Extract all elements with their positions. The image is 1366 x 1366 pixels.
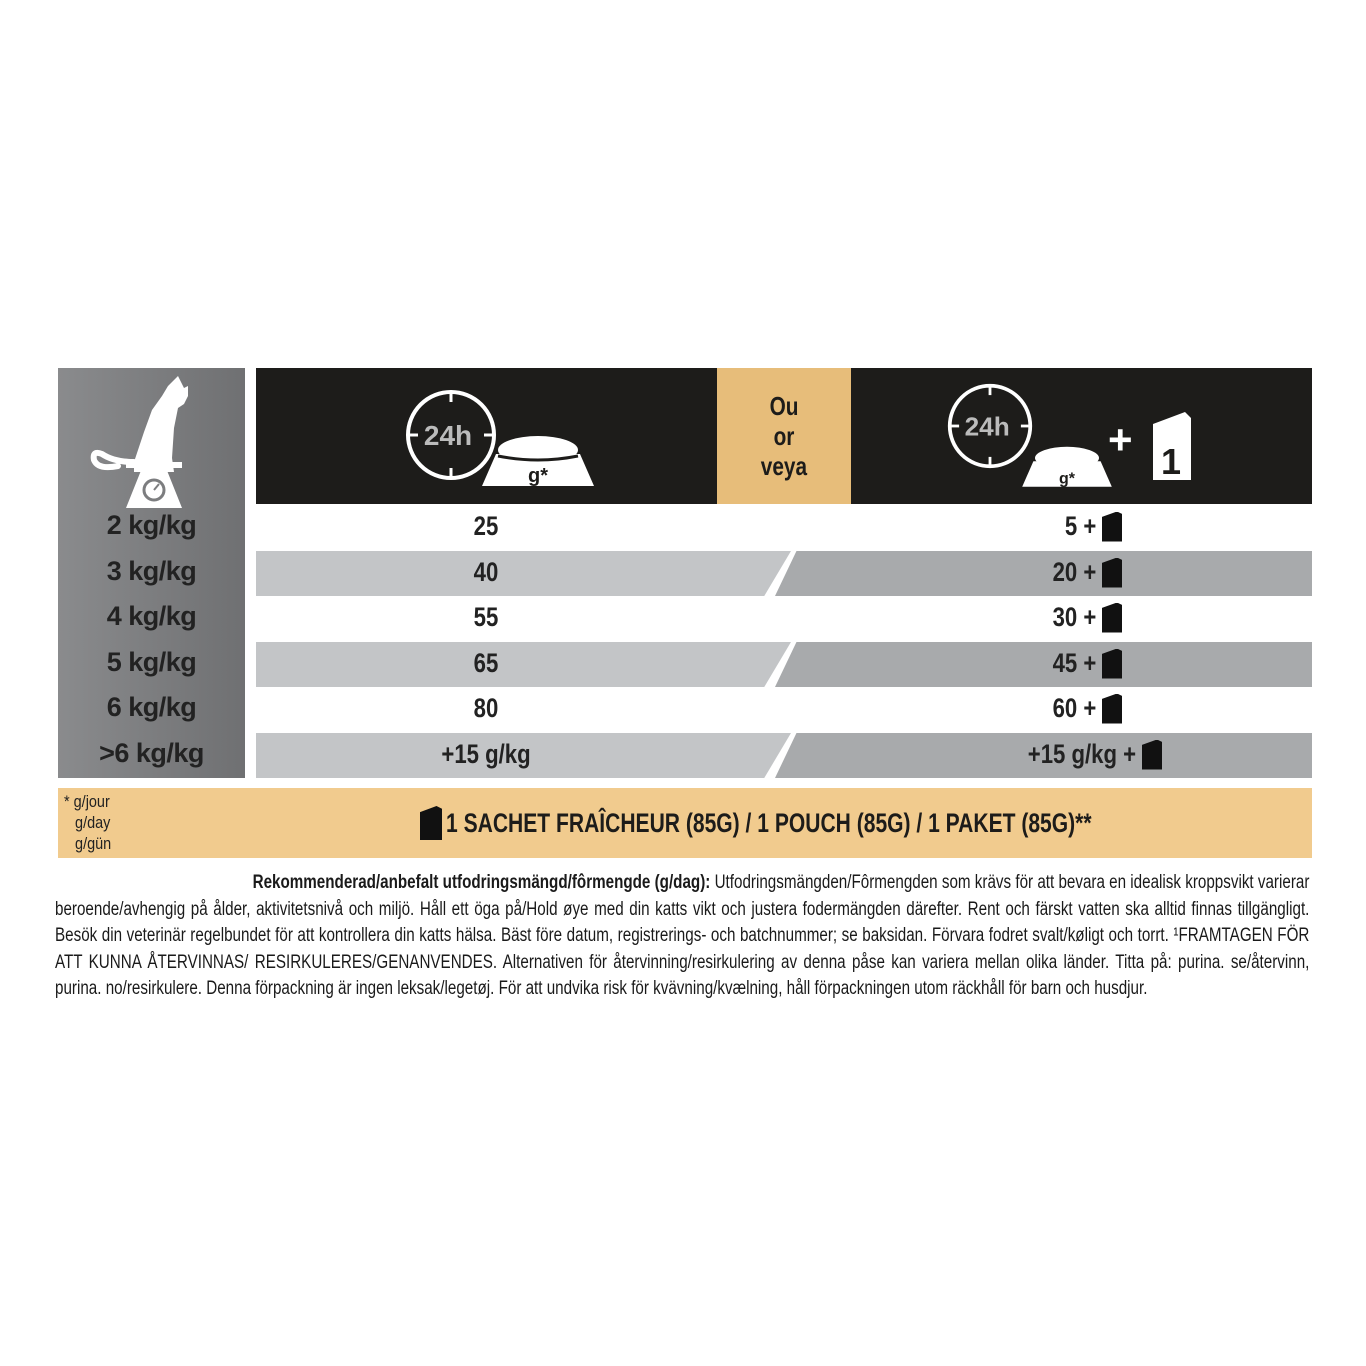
pouch-icon bbox=[1142, 740, 1162, 770]
or-fr: Ou bbox=[769, 391, 799, 421]
dry-amount: 80 bbox=[473, 693, 499, 723]
pouch-icon bbox=[1151, 410, 1195, 482]
mixed-amount: 60 + bbox=[1043, 693, 1122, 724]
table-row bbox=[256, 687, 1312, 732]
weight-label: >6 kg/kg bbox=[99, 738, 204, 768]
instructions-heading: Rekommenderad/anbefalt utfodringsmängd/fôrmengde (g/dag): bbox=[252, 872, 711, 893]
table-row bbox=[256, 642, 1312, 687]
pouch-icon bbox=[1102, 694, 1122, 724]
or-label bbox=[717, 368, 851, 504]
feeding-instructions bbox=[55, 870, 1309, 1003]
food-bowl-icon bbox=[1018, 442, 1116, 490]
weight-label: 3 kg/kg bbox=[106, 556, 197, 586]
dry-amount: 25 bbox=[473, 511, 499, 541]
pouch-info-band bbox=[58, 788, 1312, 858]
svg-text:g*: g* bbox=[528, 465, 548, 487]
table-row bbox=[256, 596, 1312, 641]
dry-amount: 55 bbox=[473, 602, 499, 632]
plus-sign: + bbox=[1108, 416, 1133, 463]
weight-label: 6 kg/kg bbox=[106, 692, 197, 722]
unit-tr: g/gün bbox=[75, 834, 112, 853]
svg-text:24h: 24h bbox=[964, 411, 1010, 442]
mixed-amount: 20 + bbox=[1043, 557, 1122, 588]
unit-fr: * g/jour bbox=[64, 792, 110, 811]
mixed-amount: 30 + bbox=[1043, 602, 1122, 633]
or-tr: veya bbox=[760, 451, 808, 481]
weight-label: 5 kg/kg bbox=[106, 647, 197, 677]
weight-label: 2 kg/kg bbox=[106, 510, 197, 540]
or-en: or bbox=[773, 421, 795, 451]
table-row bbox=[256, 551, 1312, 596]
svg-text:24h: 24h bbox=[423, 420, 473, 451]
dry-amount: 65 bbox=[473, 648, 499, 678]
svg-text:1: 1 bbox=[1160, 441, 1182, 482]
pouch-icon bbox=[1102, 603, 1122, 633]
dry-amount: 40 bbox=[473, 557, 499, 587]
pouch-icon bbox=[1102, 558, 1122, 588]
weight-label: 4 kg/kg bbox=[106, 601, 197, 631]
pouch-text: 1 SACHET FRAÎCHEUR (85G) / 1 POUCH (85G) / 1 PAKET (85G)** bbox=[420, 806, 1274, 840]
pouch-icon bbox=[1102, 512, 1122, 542]
cat-weight-column bbox=[58, 368, 245, 778]
mixed-amount: +15 g/kg + bbox=[1004, 739, 1162, 770]
food-bowl-icon bbox=[482, 430, 594, 490]
cat-on-scale-icon bbox=[86, 372, 216, 508]
dry-amount: +15 g/kg bbox=[441, 739, 531, 769]
instructions-body: Utfodringsmängden/Fôrmengden som krävs för att bevara en idealisk kroppsvikt varierar beroende/avhengig på ålder, aktivitetsnivå och miljö. Håll ett öga på/Hold øye med din katts vikt och justera fodermängden därefter. Rent och färskt vatten ska alltid finnas tillgängligt. Besök din veterinär regelbundet för att kontrollera din katts hälsa. Bäst före datum, registrerings- och batchnummer; se baksidan. Förvara fodret svalt/køligt och torrt. ¹FRAMTAGEN FÖR ATT KUNNA ÅTERVINNAS/ RESIRKULERES/GENANVENDES. Alternativen för återvinning/resirkulering av denna påse kan variera mellan olika länder. Titta på: purina. se/återvinn, purina. no/resirkulere. Denna förpackning är ingen leksak/legetøj. För att undvika risk för kvävning/kvælning, håll förpackningen utom räckhåll för barn och husdjur. bbox=[55, 872, 1310, 999]
mixed-amount: 45 + bbox=[1043, 648, 1122, 679]
svg-text:g*: g* bbox=[1059, 470, 1075, 488]
table-row bbox=[256, 505, 1312, 550]
pouch-icon bbox=[420, 806, 442, 840]
mixed-amount: 5 + bbox=[1058, 511, 1122, 542]
pouch-icon bbox=[1102, 649, 1122, 679]
units-legend bbox=[64, 791, 120, 854]
unit-en: g/day bbox=[75, 813, 111, 832]
table-row bbox=[256, 733, 1312, 778]
